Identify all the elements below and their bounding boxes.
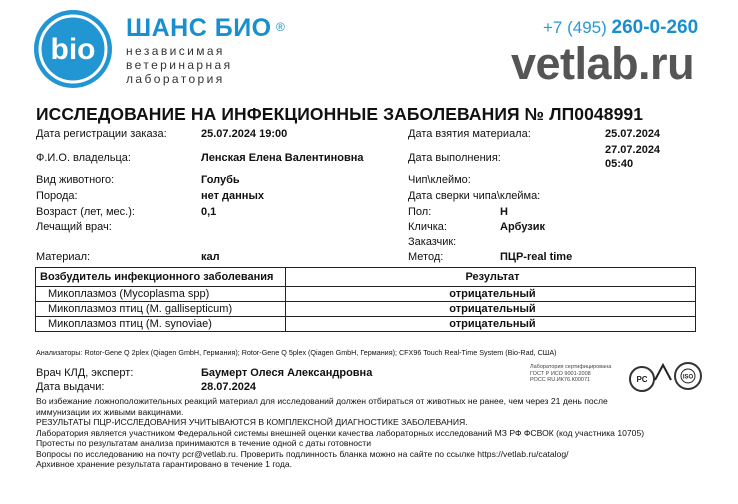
table-row: [36, 287, 696, 302]
phone-number[interactable]: [543, 17, 698, 39]
field-label: Лечащий врач:: [36, 221, 112, 233]
accreditation-text: [530, 364, 611, 384]
column-header: Результат: [286, 268, 696, 287]
result-cell: отрицательный: [286, 287, 696, 302]
expert-name: Баумерт Олеся Александровна: [201, 367, 373, 379]
svg-text:ISO: ISO: [682, 374, 694, 381]
field-value: Н: [500, 206, 508, 218]
field-label: Дата сверки чипа\клейма:: [408, 190, 541, 202]
field-label: Метод:: [408, 251, 444, 263]
issue-date-value: 28.07.2024: [201, 381, 257, 393]
brand-subtitle-line: ветеринарная: [126, 58, 233, 72]
iso-seal-icon: [674, 362, 702, 390]
table-header-row: [36, 268, 696, 287]
footer-note: Вопросы по исследованию на почту pcr@vetlab.ru. Проверить подлинность бланка можно на сайте по ссылке https://vetlab.ru/catalog/: [36, 448, 569, 459]
field-label: Пол:: [408, 206, 432, 218]
results-table: [35, 267, 696, 332]
field-value: 25.07.2024 19:00: [201, 128, 288, 140]
footer-note: Во избежание ложноположительных реакций материал для исследований должен отбираться от животных не ранее, чем через 21 день после: [36, 396, 608, 406]
brand-subtitle-line: лаборатория: [126, 72, 225, 86]
field-value: Арбузик: [500, 221, 546, 233]
field-label: Материал:: [36, 251, 91, 263]
field-label: Чип\клеймо:: [408, 174, 471, 186]
document-title: ИССЛЕДОВАНИЕ НА ИНФЕКЦИОННЫЕ ЗАБОЛЕВАНИЯ № ЛП0048991: [36, 104, 644, 124]
table-row: [36, 317, 696, 332]
issue-date-label: Дата выдачи:: [36, 381, 105, 393]
field-value: нет данных: [201, 190, 264, 202]
accreditation-line: Лаборатория сертифицирована: [530, 364, 612, 370]
field-value: Голубь: [201, 174, 240, 186]
field-value: ПЦР-real time: [500, 251, 573, 263]
result-cell: отрицательный: [286, 317, 696, 332]
logo-text: bio: [50, 33, 96, 66]
pathogen-cell: Микоплазмоз птиц (M. gallisepticum): [36, 302, 286, 317]
field-label: Заказчик:: [408, 236, 457, 248]
accreditation-line: ГОСТ Р ИСО 9001-2008: [530, 370, 591, 377]
footer-note: Протесты по результатам анализа принимаются в течение одной с даты готовности: [36, 438, 372, 448]
footer-notes: [36, 396, 644, 470]
table-row: [36, 302, 696, 317]
result-cell: отрицательный: [286, 302, 696, 317]
pathogen-cell: Микоплазмоз птиц (M. synoviae): [36, 317, 286, 332]
brand-subtitle-line: независимая: [126, 44, 225, 58]
field-label: Дата регистрации заказа:: [36, 128, 167, 140]
field-value: 27.07.2024: [605, 144, 661, 156]
accreditation-line: РОСС RU.ИК76.К00071: [530, 377, 591, 383]
field-label: Ф.И.О. владельца:: [36, 152, 131, 164]
brand-registered-mark: ®: [276, 20, 285, 34]
field-value: 0,1: [201, 206, 217, 218]
field-value-time: 05:40: [605, 158, 634, 170]
field-value: кал: [201, 251, 220, 263]
analyzers-note: Анализаторы: Rotor-Gene Q 2plex (Qiagen GmbH, Германия); Rotor-Gene Q 5plex (Qiagen GmbH, Германия); CFX96 Touch Real-Time System (Bio-Rad, США): [36, 348, 557, 357]
phone-prefix: +7 (495): [543, 18, 607, 37]
field-label: Дата взятия материала:: [408, 128, 531, 140]
expert-label: Врач КЛД, эксперт:: [36, 367, 134, 379]
phone-main: 260-0-260: [611, 17, 699, 38]
website-link[interactable]: vetlab.ru: [511, 38, 695, 89]
field-label: Дата выполнения:: [408, 152, 501, 164]
svg-text:PC: PC: [636, 375, 648, 384]
field-label: Возраст (лет, мес.):: [36, 206, 135, 218]
field-label: Порода:: [36, 190, 78, 202]
footer-note: иммунизации их живыми вакцинами.: [36, 406, 184, 417]
bio-logo-icon: [34, 10, 112, 88]
field-value: Ленская Елена Валентиновна: [201, 152, 364, 164]
pathogen-cell: Микоплазмоз (Mycoplasma spp): [36, 287, 286, 302]
footer-note: РЕЗУЛЬТАТЫ ПЦР-ИССЛЕДОВАНИЯ УЧИТЫВАЮТСЯ В КОМПЛЕКСНОЙ ДИАГНОСТИКЕ ЗАБОЛЕВАНИЯ.: [36, 417, 468, 427]
field-label: Вид животного:: [36, 174, 115, 186]
footer-note: Архивное хранение результата гарантировано в течение 1 года.: [36, 459, 293, 469]
footer-note: Лаборатория является участником Федеральной системы внешней оценки качества лабораторных исследований МЗ РФ ФСВОК (код участника 10705): [36, 427, 645, 438]
field-value: 25.07.2024: [605, 128, 661, 140]
logo-circle: [34, 10, 112, 88]
column-header: Возбудитель инфекционного заболевания: [36, 268, 286, 287]
field-label: Кличка:: [408, 221, 447, 233]
eac-mark-icon: [652, 362, 674, 384]
brand-name: ШАНС БИО: [126, 14, 272, 42]
